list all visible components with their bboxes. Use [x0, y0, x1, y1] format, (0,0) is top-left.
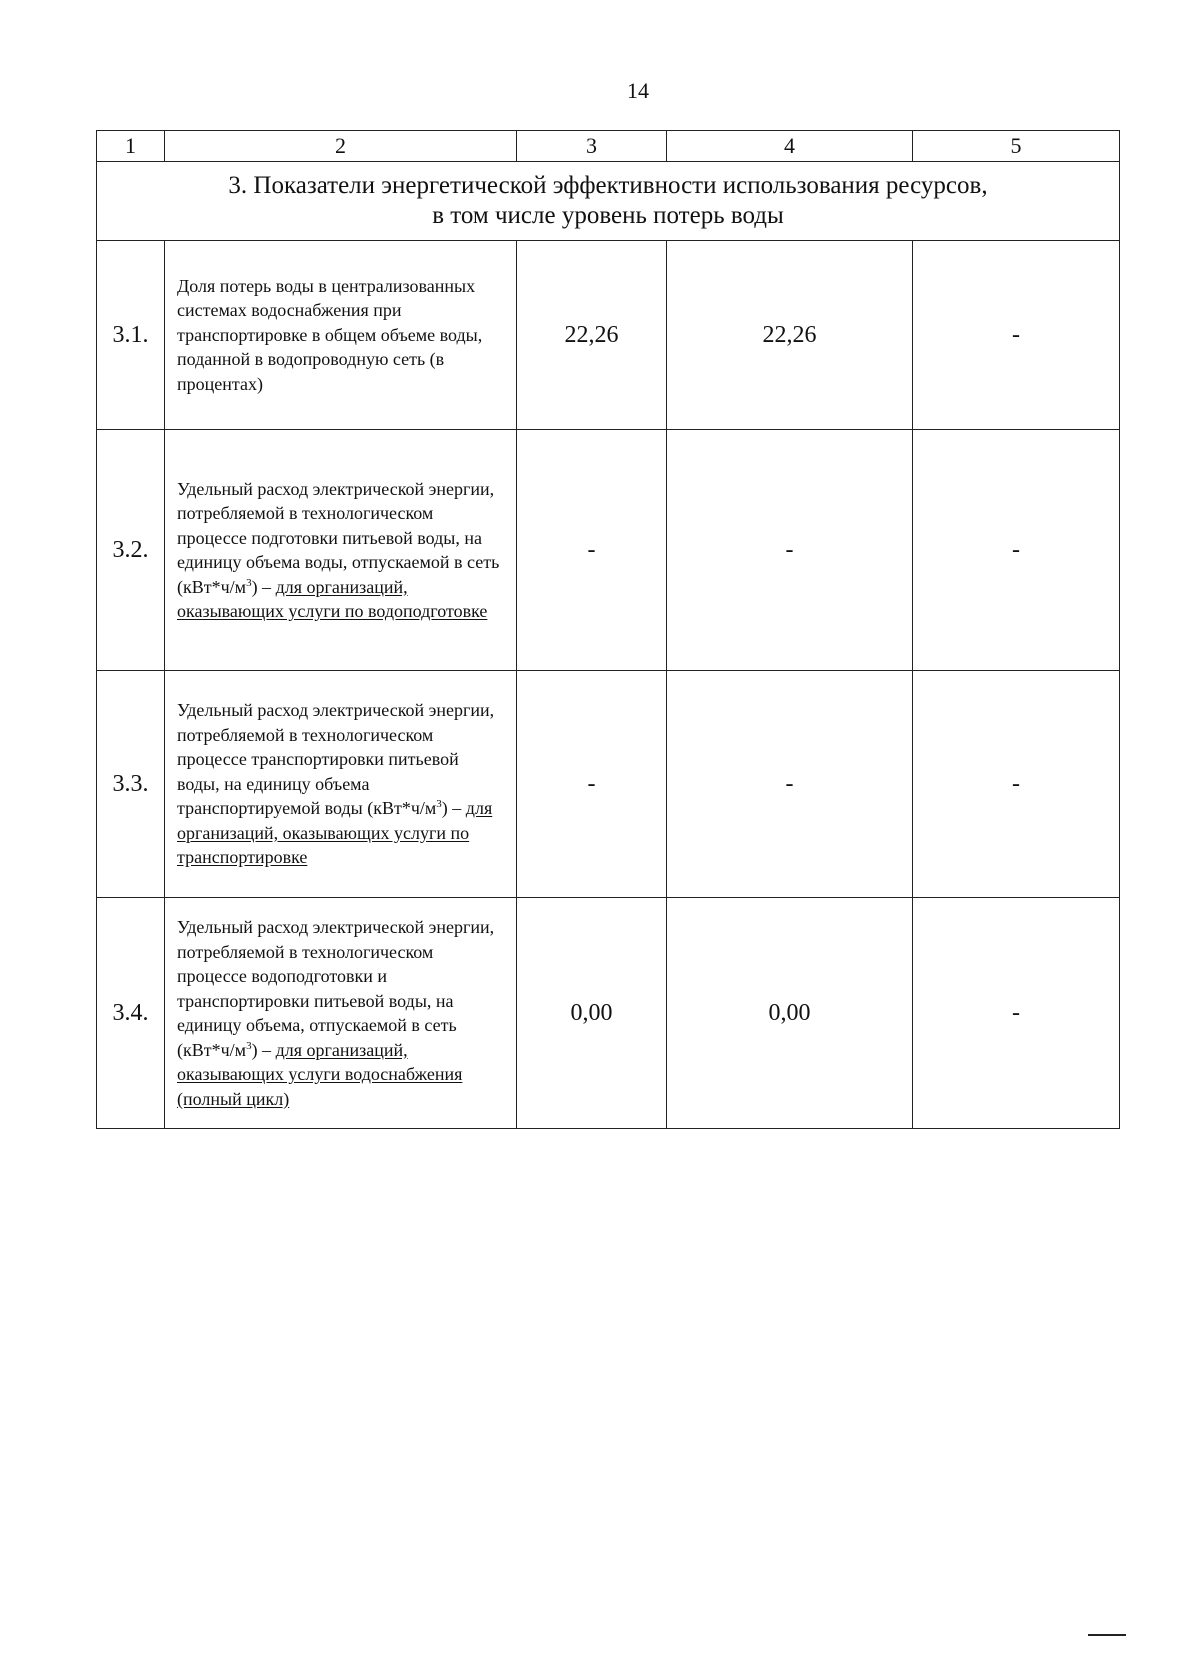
section-title-line-2: в том числе уровень потерь воды: [432, 202, 784, 229]
description-dash: ) –: [251, 1039, 276, 1060]
table-header-row: [97, 131, 1120, 162]
row-number: 3.3.: [97, 671, 165, 898]
value-col-4: 0,00: [667, 898, 913, 1129]
value-col-3: 0,00: [517, 898, 667, 1129]
row-description: Доля потерь воды в централизованных системах водоснабжения при транспортировке в общем объеме воды, поданной в водопроводную сеть (в процентах): [165, 241, 517, 430]
table-row: [97, 430, 1120, 671]
description-underlined: для организаций, оказывающих услуги водоснабжения (полный цикл): [177, 1039, 463, 1109]
description-underlined: для организаций, оказывающих услуги по транспортировке: [177, 798, 493, 868]
superscript: 3: [246, 1039, 252, 1052]
description-dash: ) –: [441, 798, 466, 819]
header-cell-1: 1: [97, 131, 165, 162]
value-col-5: -: [913, 898, 1120, 1129]
section-title-row: [97, 162, 1120, 241]
value-col-3: -: [517, 671, 667, 898]
value-col-5: -: [913, 671, 1120, 898]
corner-mark: [1088, 1634, 1126, 1636]
value-col-4: -: [667, 671, 913, 898]
page-number: 14: [627, 78, 649, 103]
description-text: Удельный расход электрической энергии, потребляемой в технологическом процессе водоподготовки и транспортировки питьевой воды, на единицу объема, отпускаемой в сеть (кВт*ч/м: [177, 917, 495, 1060]
superscript: 3: [246, 576, 252, 589]
description-text: Удельный расход электрической энергии, потребляемой в технологическом процессе подготовки питьевой воды, на единицу объема воды, отпускаемой в сеть (кВт*ч/м: [177, 478, 500, 597]
section-title: [97, 162, 1120, 241]
section-title-line-1: 3. Показатели энергетической эффективности использования ресурсов,: [228, 172, 988, 199]
value-col-3: -: [517, 430, 667, 671]
table-row: [97, 898, 1120, 1129]
row-description: [165, 898, 517, 1129]
value-col-5: -: [913, 430, 1120, 671]
row-number: 3.4.: [97, 898, 165, 1129]
table-row: [97, 671, 1120, 898]
description-dash: ) –: [251, 576, 276, 597]
table-row: [97, 241, 1120, 430]
superscript: 3: [436, 798, 442, 811]
header-cell-2: 2: [165, 131, 517, 162]
header-cell-3: 3: [517, 131, 667, 162]
row-number: 3.1.: [97, 241, 165, 430]
description-underlined: для организаций, оказывающих услуги по водоподготовке: [177, 576, 488, 621]
value-col-5: -: [913, 241, 1120, 430]
row-number: 3.2.: [97, 430, 165, 671]
header-cell-4: 4: [667, 131, 913, 162]
row-description: [165, 671, 517, 898]
description-text: Удельный расход электрической энергии, потребляемой в технологическом процессе транспортировки питьевой воды, на единицу объема транспортируемой воды (кВт*ч/м: [177, 700, 495, 819]
header-cell-5: 5: [913, 131, 1120, 162]
value-col-4: 22,26: [667, 241, 913, 430]
value-col-4: -: [667, 430, 913, 671]
indicators-table: [96, 130, 1120, 1129]
value-col-3: 22,26: [517, 241, 667, 430]
row-description: [165, 430, 517, 671]
